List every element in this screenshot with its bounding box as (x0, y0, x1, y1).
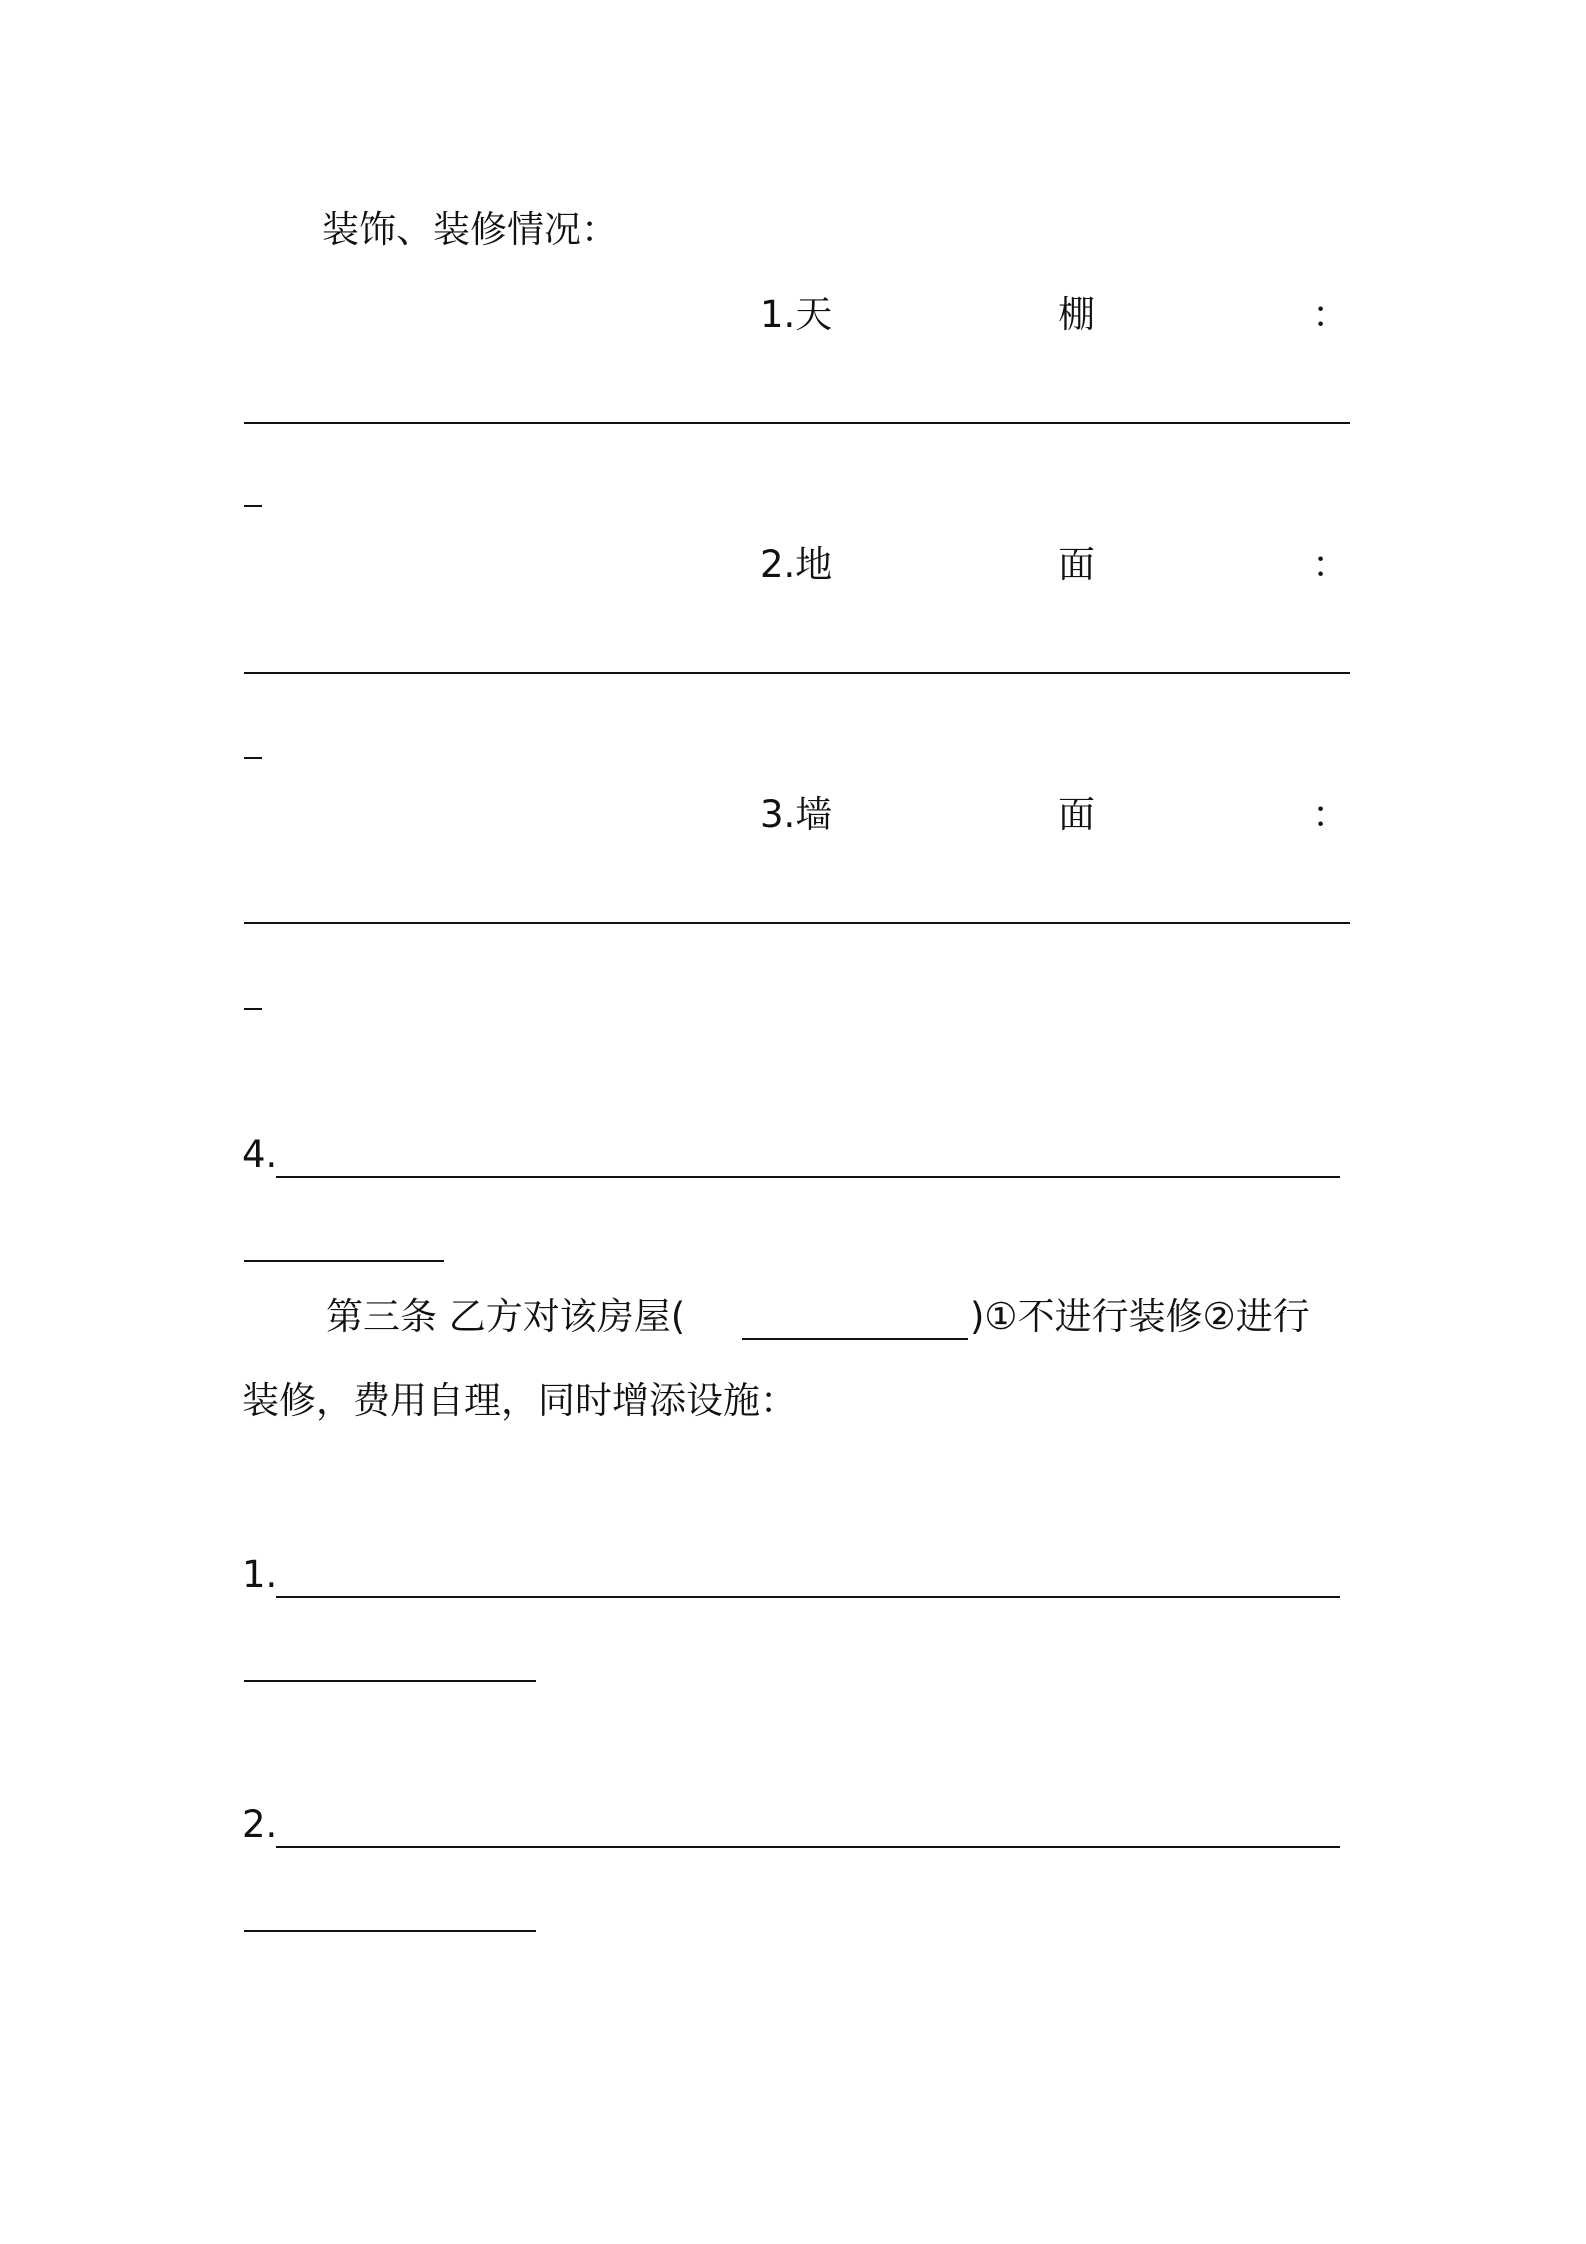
item-3-blank-line[interactable] (244, 922, 1350, 924)
facility-2-blank-line[interactable] (276, 1846, 1340, 1848)
facility-2-blank-tail (244, 1930, 536, 1932)
facility-2-label: 2. (242, 1803, 278, 1846)
article-3-choice-blank[interactable] (742, 1338, 968, 1340)
item-3-colon: ： (1312, 793, 1349, 836)
item-2-label: 2.地 (760, 543, 833, 586)
item-2-char: 面 (1058, 543, 1095, 586)
item-1-blank-line[interactable] (244, 422, 1350, 424)
facility-1-blank-line[interactable] (276, 1596, 1340, 1598)
article-3-part2: )①不进行装修②进行 (970, 1295, 1310, 1338)
item-1-colon: ： (1312, 293, 1349, 336)
item-2-colon: ： (1312, 543, 1349, 586)
facility-1-label: 1. (242, 1553, 278, 1596)
item-2-blank-tail (244, 757, 262, 759)
item-3-label: 3.墙 (760, 793, 833, 836)
item-4-label: 4. (242, 1133, 278, 1176)
section-heading: 装饰、装修情况： (322, 208, 618, 251)
article-3-line2: 装修，费用自理，同时增添设施： (242, 1379, 797, 1422)
article-3-part1: 第三条 乙方对该房屋( (326, 1295, 686, 1338)
item-1-label: 1.天 (760, 293, 833, 336)
item-4-blank-line[interactable] (276, 1176, 1340, 1178)
item-1-char: 棚 (1058, 293, 1095, 336)
item-3-blank-tail (244, 1008, 262, 1010)
facility-1-blank-tail (244, 1680, 536, 1682)
item-4-blank-tail (244, 1260, 444, 1262)
item-1-blank-tail (244, 505, 262, 507)
item-3-char: 面 (1058, 793, 1095, 836)
item-2-blank-line[interactable] (244, 672, 1350, 674)
